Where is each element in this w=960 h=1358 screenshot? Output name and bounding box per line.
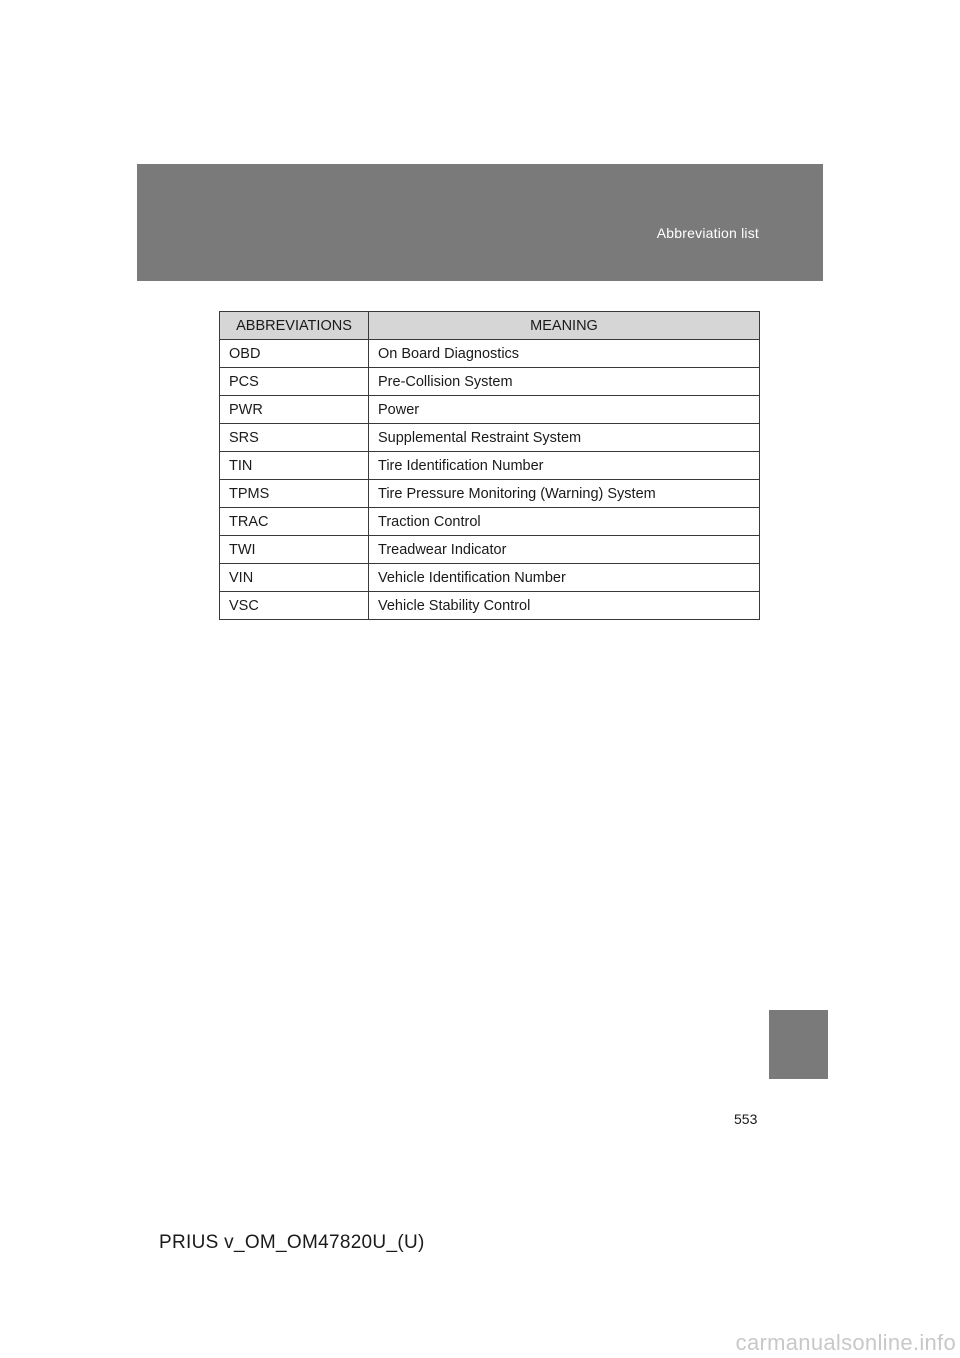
watermark-text: carmanualsonline.info [735,1330,956,1355]
page-number: 553 [734,1111,758,1127]
meaning-cell: Tire Identification Number [369,452,760,480]
table-row [220,564,760,592]
chapter-tab-marker [769,1010,828,1079]
abbreviation-table [219,311,760,620]
meaning-cell: Traction Control [369,508,760,536]
column-header-meaning: MEANING [369,312,760,340]
meaning-cell: Tire Pressure Monitoring (Warning) System [369,480,760,508]
table-row [220,480,760,508]
table-row [220,340,760,368]
section-header-band [137,164,823,281]
abbreviation-cell: PWR [220,396,369,424]
abbreviation-cell: TRAC [220,508,369,536]
table-row [220,396,760,424]
table-row [220,536,760,564]
table-row [220,368,760,396]
abbreviation-cell: TWI [220,536,369,564]
abbreviation-cell: OBD [220,340,369,368]
table-row [220,424,760,452]
abbreviation-cell: VSC [220,592,369,620]
column-header-abbreviations: ABBREVIATIONS [220,312,369,340]
meaning-cell: Vehicle Identification Number [369,564,760,592]
meaning-cell: Supplemental Restraint System [369,424,760,452]
meaning-cell: On Board Diagnostics [369,340,760,368]
section-title: Abbreviation list [656,225,759,241]
abbreviation-cell: SRS [220,424,369,452]
meaning-cell: Power [369,396,760,424]
table-row [220,452,760,480]
meaning-cell: Pre-Collision System [369,368,760,396]
meaning-cell: Treadwear Indicator [369,536,760,564]
table-row [220,592,760,620]
meaning-cell: Vehicle Stability Control [369,592,760,620]
table-header-row [220,312,760,340]
abbreviation-cell: TPMS [220,480,369,508]
abbreviation-cell: TIN [220,452,369,480]
abbreviation-cell: VIN [220,564,369,592]
abbreviation-cell: PCS [220,368,369,396]
table-row [220,508,760,536]
document-code: PRIUS v_OM_OM47820U_(U) [159,1232,425,1253]
